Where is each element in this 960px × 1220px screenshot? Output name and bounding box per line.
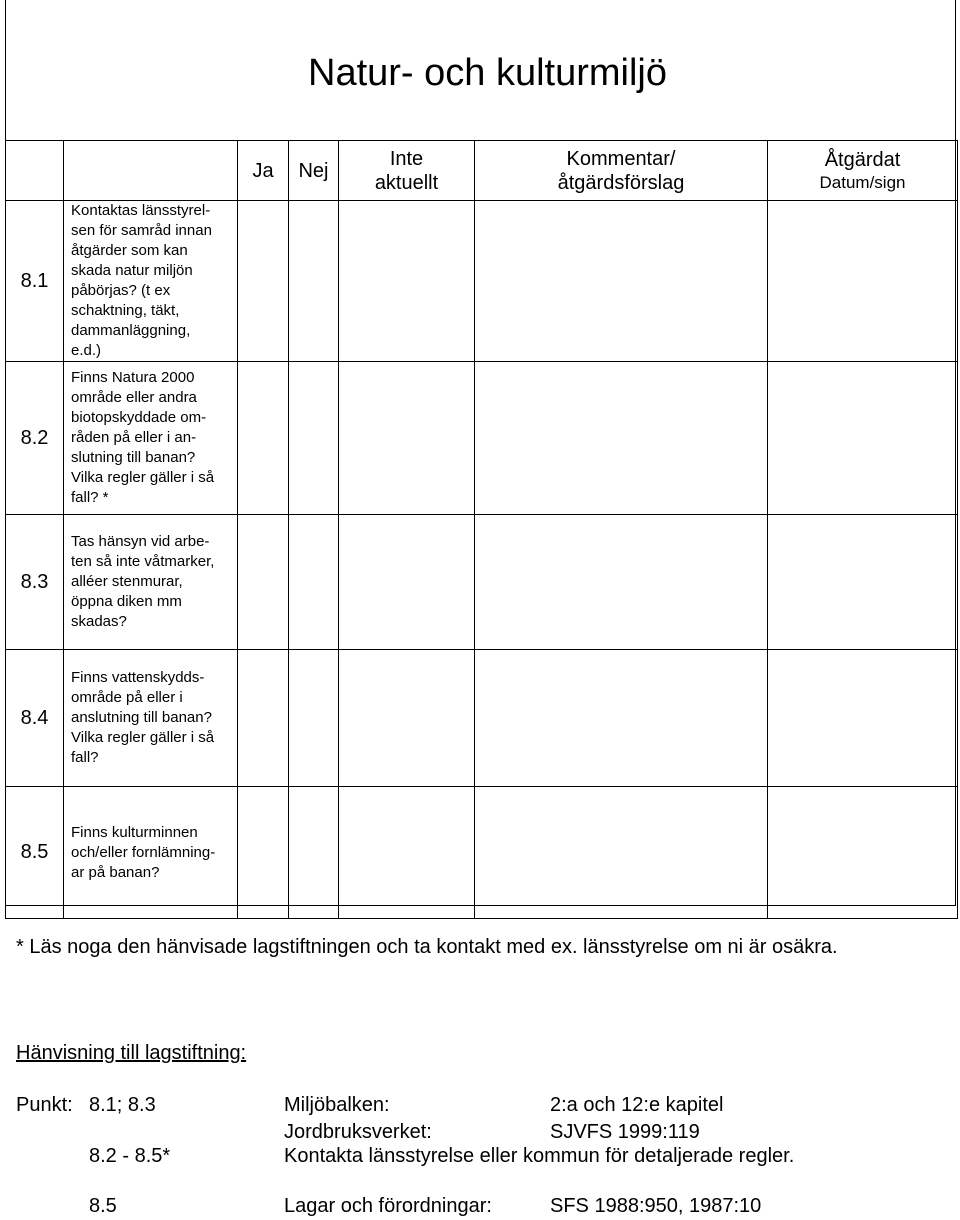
question-line: Finns kulturminnen (71, 823, 198, 841)
answer-inte-aktuellt-cell[interactable] (339, 201, 475, 362)
table-row (6, 515, 958, 650)
row-number: 8.4 (6, 650, 64, 787)
footnote: * Läs noga den hänvisade lagstiftningen och ta kontakt med ex. länsstyrelse om ni är osäkra. (16, 936, 838, 958)
ref-citation: 2:a och 12:e kapitel (550, 1094, 724, 1116)
atgardat-cell[interactable] (768, 362, 958, 515)
row-number: 8.3 (6, 515, 64, 650)
question-line: skadas? (71, 613, 127, 630)
header-atgardat (768, 141, 958, 201)
answer-nej-cell[interactable] (289, 787, 339, 919)
header-ja: Ja (238, 141, 289, 201)
question-line: Kontaktas länsstyrel- (71, 202, 211, 219)
row-number: 8.1 (6, 201, 64, 362)
question-line: biotopskyddade om- (71, 409, 207, 426)
atgardat-cell[interactable] (768, 201, 958, 362)
row-number: 8.2 (6, 362, 64, 515)
header-nej: Nej (289, 141, 339, 201)
table-row (6, 362, 958, 515)
checklist-table (5, 140, 958, 919)
comment-cell[interactable] (475, 201, 768, 362)
row-question (64, 362, 238, 515)
atgardat-cell[interactable] (768, 650, 958, 787)
question-line: ar på banan? (71, 863, 160, 881)
atgardat-cell[interactable] (768, 787, 958, 919)
page-title: Natur- och kulturmiljö (308, 52, 667, 94)
header-inte-aktuellt-line1: Inte (389, 147, 424, 170)
header-inte-aktuellt-line2: aktuellt (374, 171, 439, 194)
question-line: område på eller i (71, 689, 183, 706)
question-line: sen för samråd innan (71, 222, 212, 239)
answer-ja-cell[interactable] (238, 201, 289, 362)
answer-inte-aktuellt-cell[interactable] (339, 787, 475, 919)
header-question (64, 141, 238, 201)
header-kommentar-line1: Kommentar/ (566, 147, 676, 170)
ref-law: Lagar och förordningar: (284, 1195, 492, 1217)
question-line: Vilka regler gäller i så (71, 729, 215, 746)
question-line: råden på eller i an- (71, 429, 197, 446)
answer-nej-cell[interactable] (289, 515, 339, 650)
question-line: e.d.) (71, 342, 102, 359)
ref-citation: SFS 1988:950, 1987:10 (550, 1195, 762, 1217)
table-row (6, 201, 958, 362)
question-line: skada natur miljön (71, 262, 193, 279)
table-header-row (6, 141, 958, 201)
ref-law: Jordbruksverket: (284, 1121, 432, 1143)
comment-cell[interactable] (475, 515, 768, 650)
answer-nej-cell[interactable] (289, 650, 339, 787)
header-datum-sign: Datum/sign (819, 172, 906, 192)
header-number (6, 141, 64, 201)
question-line: anslutning till banan? (71, 709, 212, 726)
references-heading: Hänvisning till lagstiftning: (16, 1042, 247, 1064)
answer-nej-cell[interactable] (289, 201, 339, 362)
table-row (6, 650, 958, 787)
answer-inte-aktuellt-cell[interactable] (339, 650, 475, 787)
punkt-label: Punkt: (16, 1094, 73, 1116)
ref-points: 8.1; 8.3 (89, 1094, 156, 1116)
question-line: ten så inte våtmarker, (71, 553, 215, 570)
header-inte-aktuellt (339, 141, 475, 201)
row-number: 8.5 (6, 787, 64, 919)
table-row (6, 787, 958, 919)
question-line: Finns Natura 2000 (71, 369, 195, 386)
ref-points: 8.2 - 8.5* (89, 1145, 171, 1167)
row-question (64, 787, 238, 919)
answer-ja-cell[interactable] (238, 362, 289, 515)
answer-inte-aktuellt-cell[interactable] (339, 515, 475, 650)
question-line: påbörjas? (t ex (71, 282, 171, 299)
row-question (64, 650, 238, 787)
question-line: alléer stenmurar, (71, 573, 183, 590)
ref-law: Miljöbalken: (284, 1094, 390, 1116)
header-kommentar (475, 141, 768, 201)
question-line: och/eller fornlämning- (71, 843, 216, 861)
ref-citation: SJVFS 1999:119 (550, 1121, 700, 1143)
answer-ja-cell[interactable] (238, 515, 289, 650)
row-question (64, 201, 238, 362)
row-question (64, 515, 238, 650)
answer-nej-cell[interactable] (289, 362, 339, 515)
comment-cell[interactable] (475, 787, 768, 919)
header-atgardat-label: Åtgärdat (824, 148, 901, 171)
comment-cell[interactable] (475, 362, 768, 515)
header-kommentar-line2: åtgärdsförslag (557, 171, 685, 194)
question-line: område eller andra (71, 389, 197, 406)
question-line: Vilka regler gäller i så (71, 469, 215, 486)
answer-inte-aktuellt-cell[interactable] (339, 362, 475, 515)
answer-ja-cell[interactable] (238, 787, 289, 919)
answer-ja-cell[interactable] (238, 650, 289, 787)
atgardat-cell[interactable] (768, 515, 958, 650)
question-line: slutning till banan? (71, 449, 196, 466)
comment-cell[interactable] (475, 650, 768, 787)
question-line: fall? (71, 749, 99, 766)
question-line: åtgärder som kan (71, 242, 188, 259)
question-line: dammanläggning, (71, 322, 191, 339)
question-line: schaktning, täkt, (71, 302, 180, 319)
checklist-sheet (5, 0, 956, 906)
question-line: Finns vattenskydds- (71, 669, 205, 686)
ref-points: 8.5 (89, 1195, 117, 1217)
question-line: Tas hänsyn vid arbe- (71, 533, 210, 550)
ref-instruction: Kontakta länsstyrelse eller kommun för detaljerade regler. (284, 1145, 795, 1167)
question-line: öppna diken mm (71, 593, 182, 610)
question-line: fall? * (71, 489, 109, 506)
